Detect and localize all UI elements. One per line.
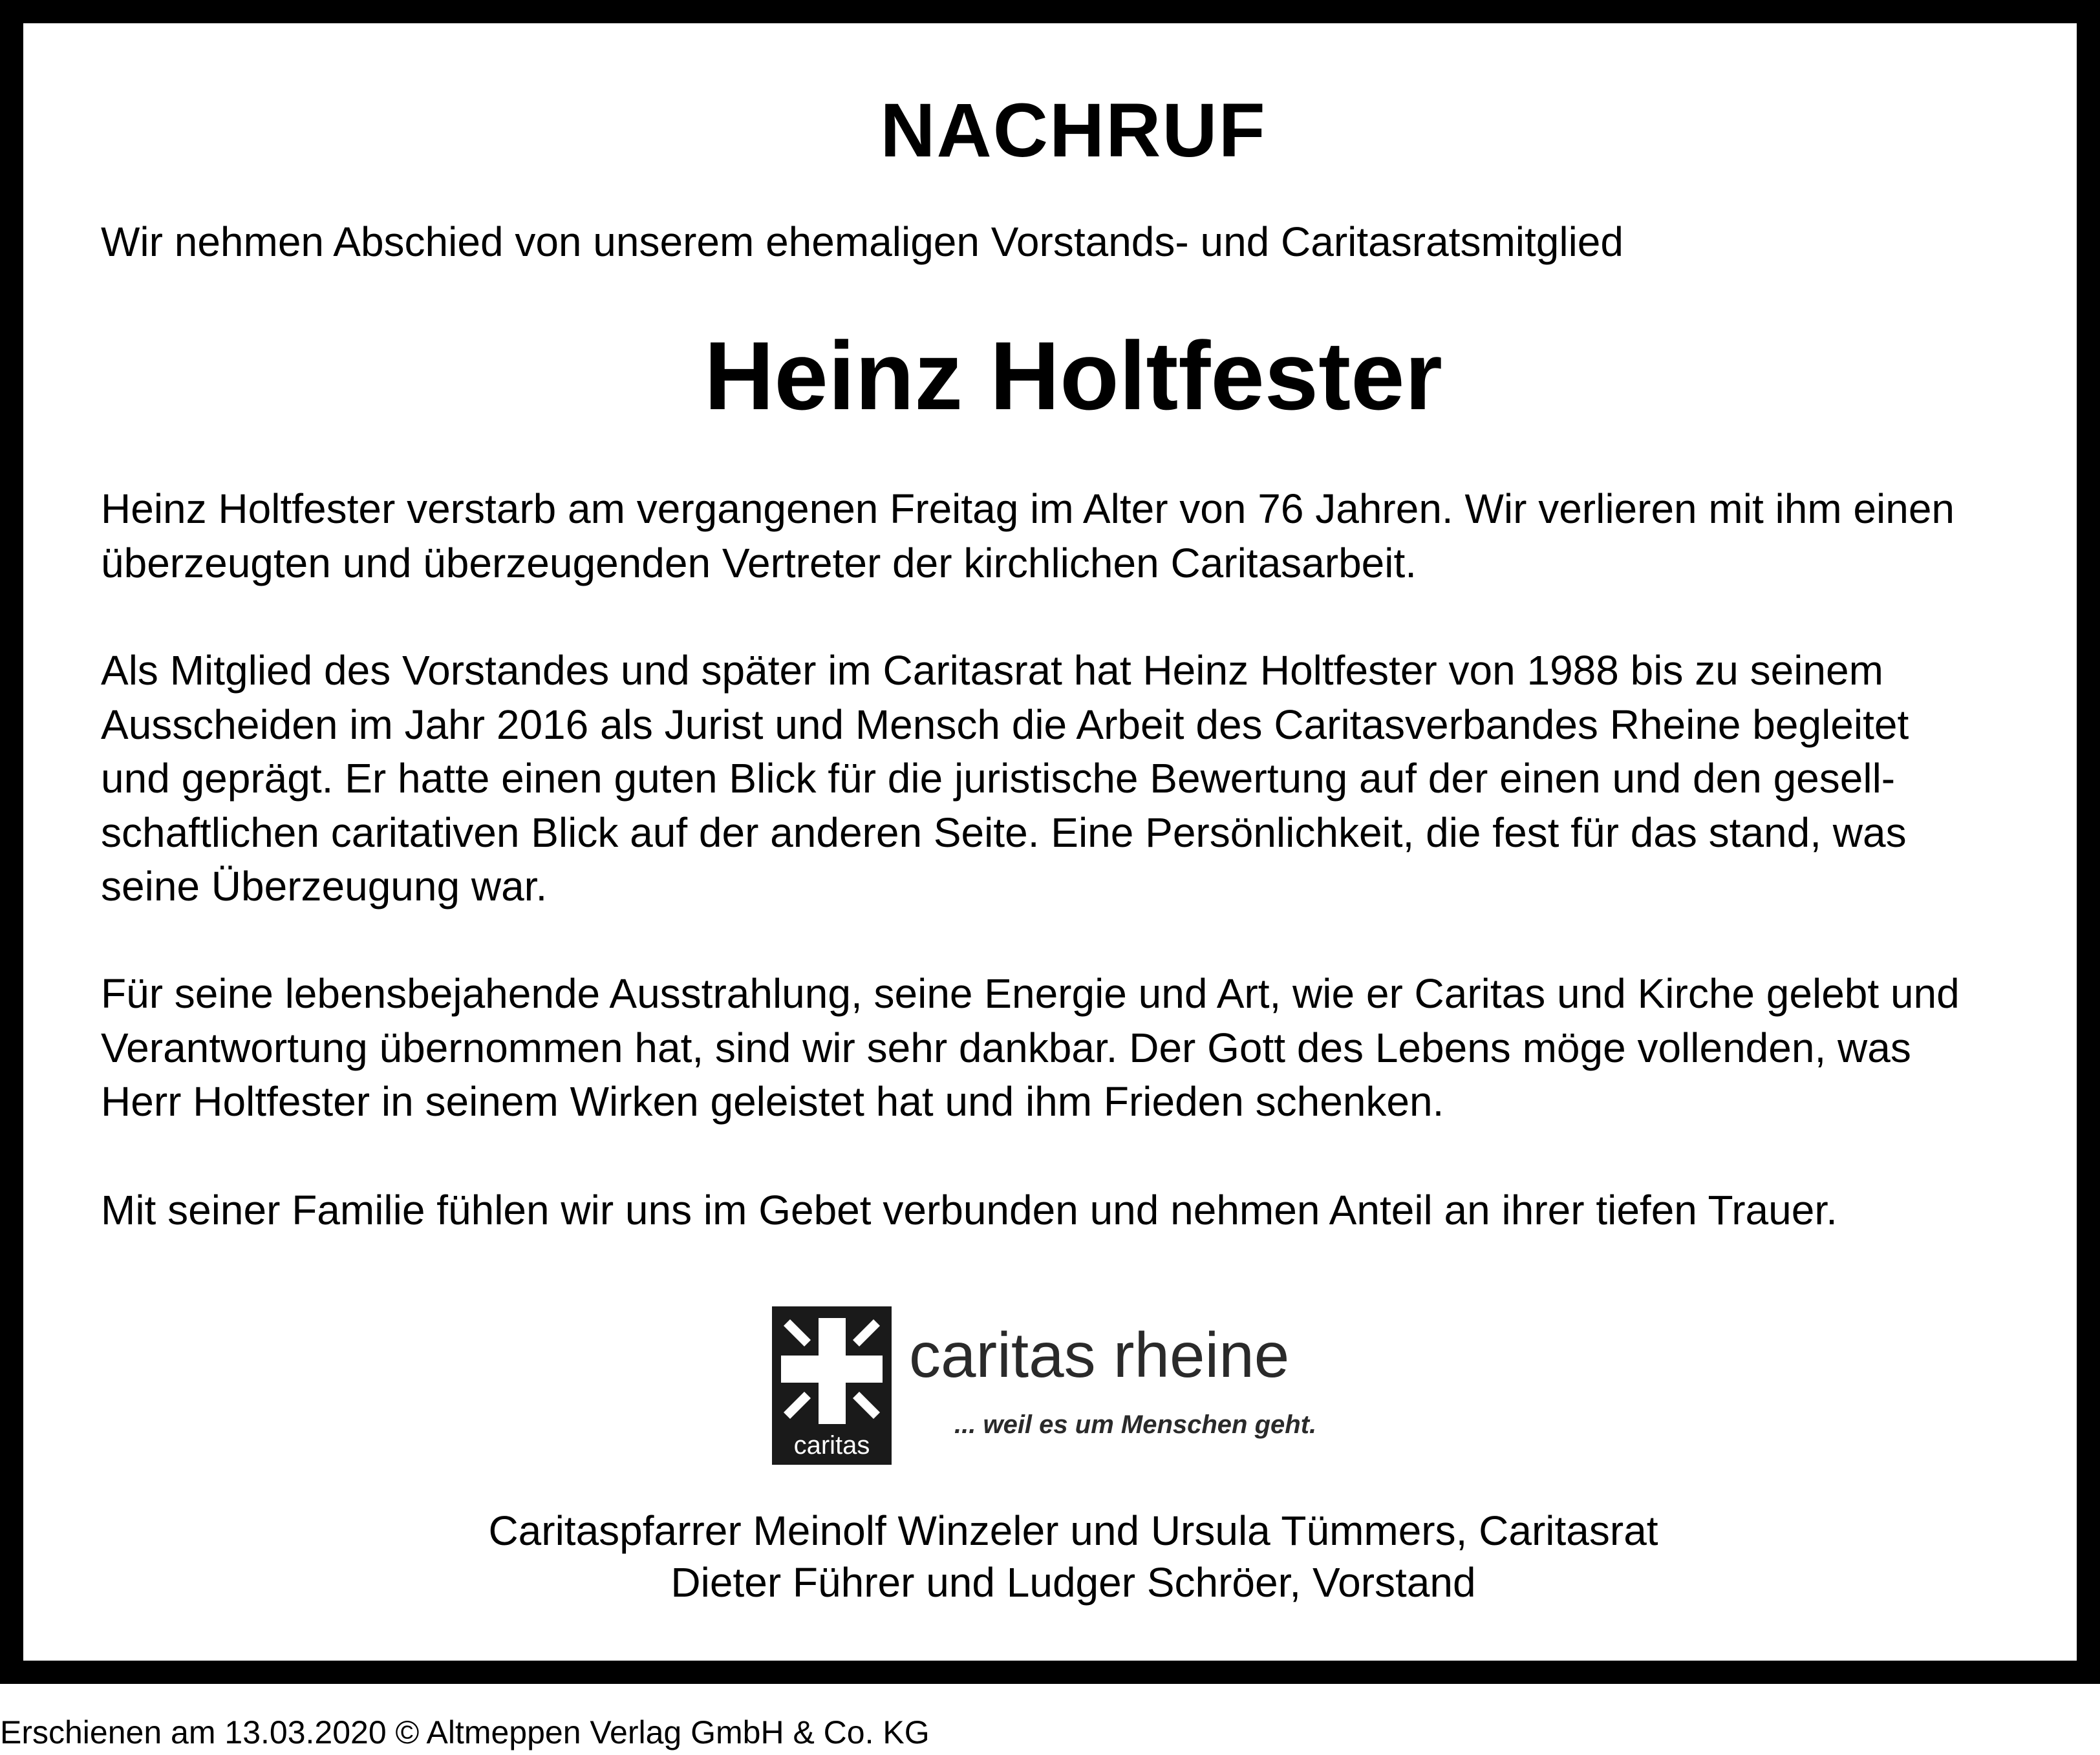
caritas-logo-mark	[772, 1306, 892, 1465]
paragraph-4	[101, 1184, 1838, 1238]
paragraph-1	[101, 482, 1955, 590]
paragraph-line: Verantwortung übernommen hat, sind wir sehr dankbar. Der Gott des Lebens möge vollenden, was	[101, 1024, 1911, 1071]
intro-text: Wir nehmen Abschied von unserem ehemaligen Vorstands- und Caritasratsmitglied	[101, 218, 1623, 265]
paragraph-2	[101, 644, 1909, 914]
paragraph-line: Mit seiner Familie fühlen wir uns im Gebet verbunden und nehmen Anteil an ihrer tiefen Trauer.	[101, 1187, 1838, 1233]
paragraph-line: Als Mitglied des Vorstandes und später im Caritasrat hat Heinz Holtfester von 1988 bis zu seinem	[101, 647, 1883, 694]
paragraph-line: überzeugten und überzeugenden Vertreter der kirchlichen Caritasarbeit.	[101, 539, 1417, 586]
signature-line-2: Dieter Führer und Ludger Schröer, Vorstand	[670, 1559, 1476, 1606]
obituary-title: NACHRUF	[880, 88, 1267, 173]
publication-footer: Erschienen am 13.03.2020 © Altmeppen Verlag GmbH & Co. KG	[0, 1714, 930, 1750]
paragraph-line: Ausscheiden im Jahr 2016 als Jurist und Mensch die Arbeit des Caritasverbandes Rheine begleitet	[101, 701, 1909, 748]
caritas-logo-name: caritas rheine	[909, 1319, 1290, 1390]
paragraph-3	[101, 967, 1960, 1129]
caritas-cross-icon	[777, 1313, 886, 1429]
paragraph-line: schaftlichen caritativen Blick auf der anderen Seite. Eine Persönlichkeit, die fest für das stand, was	[101, 809, 1907, 856]
caritas-logo	[772, 1306, 1341, 1465]
paragraph-line: Herr Holtfester in seinem Wirken geleistet hat und ihm Frieden schenken.	[101, 1078, 1444, 1125]
signature-line-1: Caritaspfarrer Meinolf Winzeler und Ursula Tümmers, Caritasrat	[488, 1507, 1658, 1554]
paragraph-line: Für seine lebensbejahende Ausstrahlung, seine Energie und Art, wie er Caritas und Kirche gelebt und	[101, 970, 1960, 1017]
paragraph-line: Heinz Holtfester verstarb am vergangenen Freitag im Alter von 76 Jahren. Wir verlieren mit ihm einen	[101, 485, 1955, 532]
caritas-logo-tagline: ... weil es um Menschen geht.	[954, 1410, 1317, 1439]
paragraph-line: seine Überzeugung war.	[101, 863, 548, 909]
caritas-mark-label: caritas	[793, 1431, 870, 1460]
deceased-name: Heinz Holtfester	[704, 321, 1442, 430]
paragraph-line: und geprägt. Er hatte einen guten Blick für die juristische Bewertung auf der einen und den gesell-	[101, 755, 1896, 802]
